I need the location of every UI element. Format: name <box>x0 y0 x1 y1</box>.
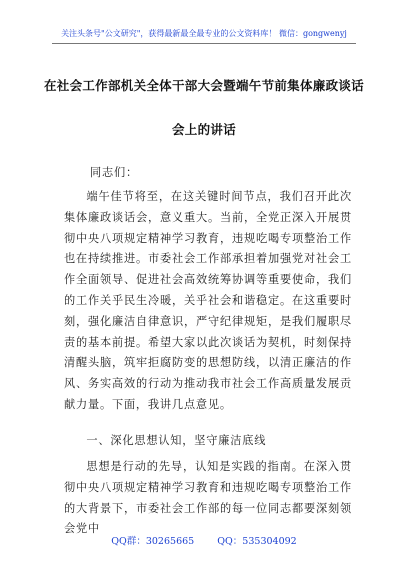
footer-qq: QQ：535304092 <box>217 536 297 547</box>
document-title-line-2: 会上的讲话 <box>171 122 236 137</box>
document-title-line-1: 在社会工作部机关全体干部大会暨端午节前集体廉政谈话 <box>43 78 364 93</box>
footer-qq-group: QQ群：30265665 <box>111 536 195 547</box>
footer-note <box>0 533 408 547</box>
salutation: 同志们： <box>90 166 138 179</box>
paragraph-1: 端午佳节将至，在这关键时间节点，我们召开此次集体廉政谈话会，意义重大。当前，全党正深入开展贯彻中央八项规定精神学习教育，违规吃喝专项整治工作也在持续推进。市委社会工作部承担着加强党对社会工作全面领导、促进社会高效统筹协调等重要使命，我们的工作关乎民生冷暖，关乎社会和谐稳定。在这重要时刻，强化廉洁自律意识，严守纪律规矩，是我们履职尽责的基本前提。希望大家以此次谈话为契机，时刻保持清醒头脑，筑牢拒腐防变的思想防线，以清正廉洁的作风、务实高效的行动为推动我市社会工作高质量发展贡献力量。下面，我讲几点意见。 <box>64 190 352 411</box>
header-divider <box>52 43 356 44</box>
header-note: 关注头条号"公文研究"，获得最新最全最专业的公文资料库！ 微信：gongwenyj <box>61 29 347 38</box>
paragraph-2: 思想是行动的先导，认知是实践的指南。在深入贯彻中央八项规定精神学习教育和违规吃喝专项整治工作的大背景下，市委社会工作部的每一位同志都要深刻领会党中 <box>64 460 352 536</box>
section-heading-1: 一、深化思想认知，坚守廉洁底线 <box>86 434 267 447</box>
